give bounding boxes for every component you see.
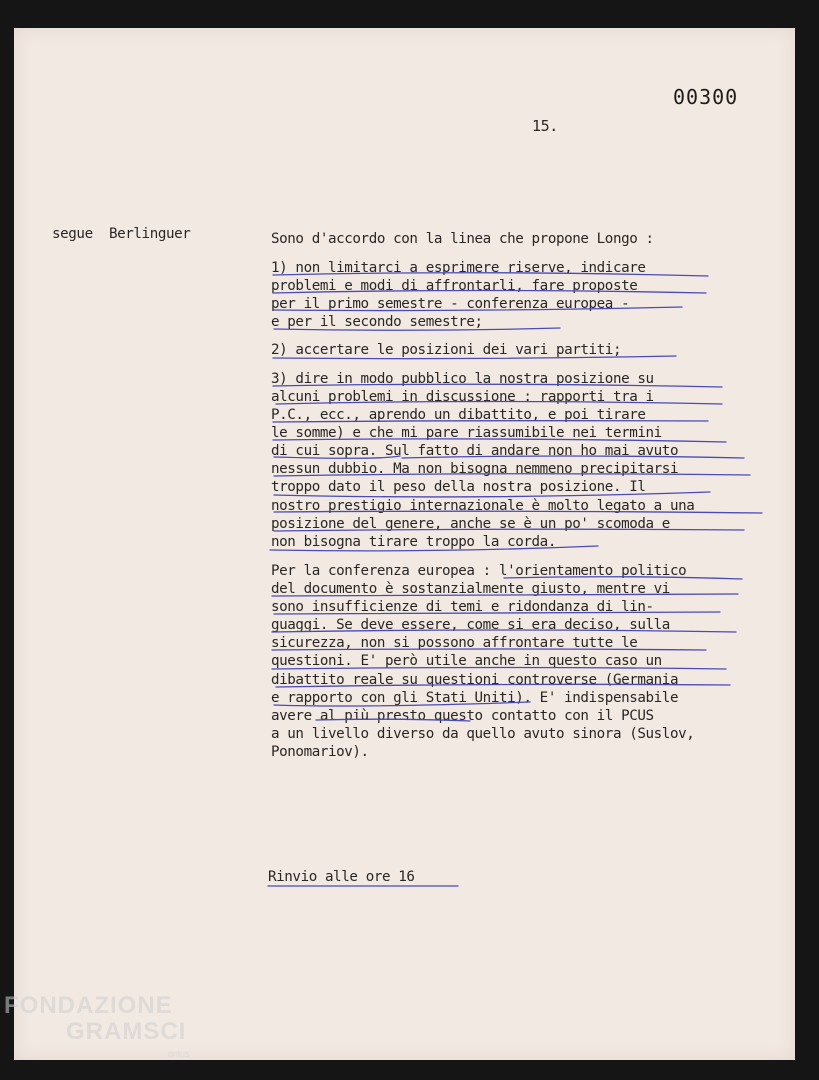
text-line: del documento è sostanzialmente giusto, mentre vi (271, 581, 670, 597)
watermark-line-1: FONDAZIONE (4, 992, 173, 1019)
text-line: e per il secondo semestre; (271, 314, 483, 330)
text-line: le somme) e che mi pare riassumibile nei termini (271, 425, 662, 441)
text-line: problemi e modi di affrontarli, fare proposte (271, 278, 638, 294)
text-line: non bisogna tirare troppo la corda. (271, 534, 556, 550)
text-line: Sono d'accordo con la linea che propone Longo : (271, 231, 654, 247)
text-line: troppo dato il peso della nostra posizione. Il (271, 479, 646, 495)
text-line: guaggi. Se deve essere, come si era deciso, sulla (271, 617, 670, 633)
text-line: sono insufficienze di temi e ridondanza di lin- (271, 599, 654, 615)
text-line: 3) dire in modo pubblico la nostra posizione su (271, 371, 654, 387)
text-line: avere al più presto questo contatto con il PCUS (271, 708, 654, 724)
text-line: sicurezza, non si possono affrontare tutte le (271, 635, 638, 651)
text-line: Per la conferenza europea : l'orientamento politico (271, 563, 687, 579)
text-line: 1) non limitarci a esprimere riserve, indicare (271, 260, 646, 276)
text-line: per il primo semestre - conferenza europea - (271, 296, 630, 312)
text-line: nessun dubbio. Ma non bisogna nemmeno precipitarsi (271, 461, 679, 477)
text-line: questioni. E' però utile anche in questo caso un (271, 653, 662, 669)
fondazione-gramsci-watermark (2, 992, 202, 1072)
page-number: 15. (532, 117, 558, 135)
text-line: dibattito reale su questioni controverse (Germania (271, 672, 679, 688)
speaker-label: segue Berlinguer (52, 226, 191, 242)
watermark-line-2: GRAMSCI (66, 1018, 187, 1045)
text-line: P.C., ecc., aprendo un dibattito, e poi tirare (271, 407, 646, 423)
text-line: a un livello diverso da quello avuto sinora (Suslov, (271, 726, 695, 742)
text-line: alcuni problemi in discussione : rapporti tra i (271, 389, 654, 405)
text-line: di cui sopra. Sul fatto di andare non ho mai avuto (271, 443, 679, 459)
closing-line: Rinvio alle ore 16 (268, 869, 415, 885)
text-line: nostro prestigio internazionale è molto legato a una (271, 498, 695, 514)
text-line: 2) accertare le posizioni dei vari partiti; (271, 342, 622, 358)
text-line: posizione del genere, anche se è un po' scomoda e (271, 516, 670, 532)
text-line: e rapporto con gli Stati Uniti). E' indispensabile (271, 690, 679, 706)
archive-number: 00300 (673, 85, 739, 109)
text-line: Ponomariov). (271, 744, 369, 760)
watermark-tag: onlus (168, 1049, 190, 1059)
